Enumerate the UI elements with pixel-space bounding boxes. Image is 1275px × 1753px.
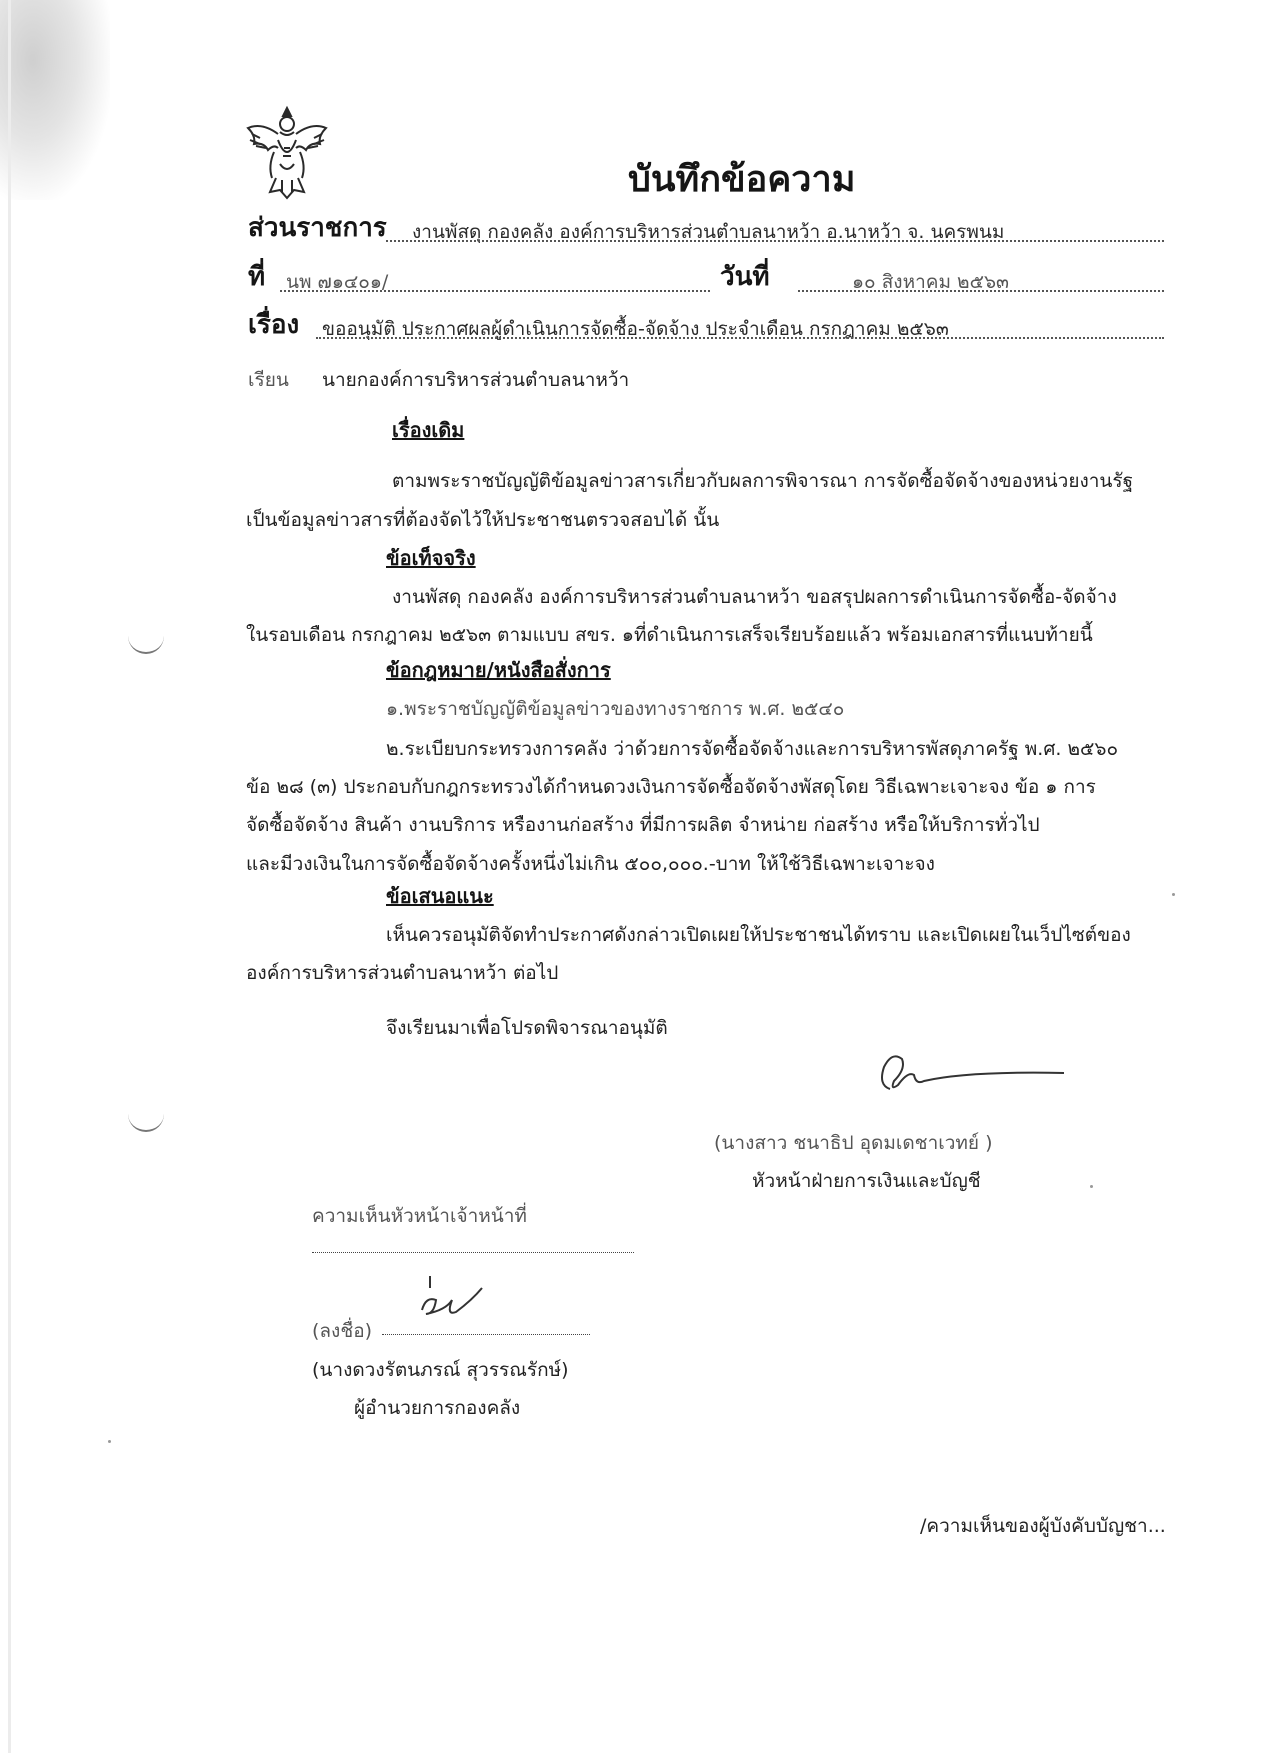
- garuda-emblem: [244, 104, 330, 200]
- agency-label: ส่วนราชการ: [248, 213, 387, 243]
- opinion-label: ความเห็นหัวหน้าเจ้าหน้าที่: [312, 1205, 527, 1227]
- law-line: ข้อ ๒๘ (๓) ประกอบกับกฎกระทรวงได้กำหนดวงเงินการจัดซื้อจัดจ้างพัสดุโดย วิธีเฉพาะเจาะจง ข้อ ๑ การ: [246, 776, 1096, 798]
- scan-speck: [1090, 1185, 1093, 1188]
- signature-image: [868, 1045, 1068, 1105]
- date-underline: [798, 290, 1164, 292]
- sign-line: [382, 1334, 590, 1335]
- sign-label: (ลงชื่อ): [312, 1320, 373, 1342]
- law-heading: ข้อกฎหมาย/หนังสือสั่งการ: [386, 658, 611, 682]
- subject-label: เรื่อง: [248, 310, 300, 340]
- punch-hole-mark: [128, 1110, 164, 1132]
- scan-edge: [8, 0, 11, 1753]
- facts-line: ในรอบเดือน กรกฎาคม ๒๕๖๓ ตามแบบ สขร. ๑ที่ดำเนินการเสร็จเรียบร้อยแล้ว พร้อมเอกสารที่แนบท้ายนี้: [246, 624, 1093, 646]
- subject-value: ขออนุมัติ ประกาศผลผู้ดำเนินการจัดซื้อ-จัดจ้าง ประจำเดือน กรกฎาคม ๒๕๖๓: [322, 318, 949, 340]
- continued-footer: /ความเห็นของผู้บังคับบัญชา...: [920, 1515, 1166, 1537]
- signatory-name: (นางสาว ชนาธิป อุดมเดชาเวทย์ ): [714, 1132, 993, 1154]
- proposal-heading: ข้อเสนอแนะ: [386, 884, 494, 908]
- salutation-label: เรียน: [248, 369, 289, 391]
- punch-hole-mark: [128, 632, 164, 654]
- proposal-line: องค์การบริหารส่วนตำบลนาหว้า ต่อไป: [246, 962, 559, 984]
- opinion-signer-name: (นางดวงรัตนภรณ์ สุวรรณรักษ์): [312, 1359, 569, 1381]
- agency-value: งานพัสดุ กองคลัง องค์การบริหารส่วนตำบลนาหว้า อ.นาหว้า จ. นครพนม: [412, 221, 1005, 243]
- law-line: ๑.พระราชบัญญัติข้อมูลข่าวของทางราชการ พ.ศ. ๒๕๔๐: [386, 698, 845, 720]
- subject-underline: [316, 337, 1164, 339]
- date-value: ๑๐ สิงหาคม ๒๕๖๓: [852, 271, 1009, 293]
- closing-line: จึงเรียนมาเพื่อโปรดพิจารณาอนุมัติ: [386, 1017, 668, 1039]
- opinion-blank-line: [312, 1252, 634, 1253]
- paper-stain: [0, 0, 110, 200]
- reference-number: นพ ๗๑๔๐๑/: [286, 271, 389, 293]
- date-label: วันที่: [720, 262, 770, 292]
- law-line: และมีวงเงินในการจัดซื้อจัดจ้างครั้งหนึ่งไม่เกิน ๕๐๐,๐๐๐.-บาท ให้ใช้วิธีเฉพาะเจาะจง: [246, 853, 935, 875]
- reference-underline: [280, 290, 710, 292]
- signature-image: [416, 1270, 496, 1330]
- opinion-signer-position: ผู้อำนวยการกองคลัง: [354, 1397, 521, 1419]
- scan-speck: [108, 1440, 111, 1443]
- proposal-line: เห็นควรอนุมัติจัดทำประกาศดังกล่าวเปิดเผยให้ประชาชนได้ทราบ และเปิดเผยในเว็ปไซต์ของ: [386, 924, 1131, 946]
- law-line: ๒.ระเบียบกระทรวงการคลัง ว่าด้วยการจัดซื้อจัดจ้างและการบริหารพัสดุภาครัฐ พ.ศ. ๒๕๖๐: [386, 738, 1119, 760]
- background-line: เป็นข้อมูลข่าวสารที่ต้องจัดไว้ให้ประชาชนตรวจสอบได้ นั้น: [246, 509, 720, 531]
- document-title: บันทึกข้อความ: [628, 159, 856, 200]
- background-line: ตามพระราชบัญญัติข้อมูลข่าวสารเกี่ยวกับผลการพิจารณา การจัดซื้อจัดจ้างของหน่วยงานรัฐ: [392, 470, 1134, 492]
- agency-underline: [386, 240, 1164, 242]
- facts-heading: ข้อเท็จจริง: [386, 546, 476, 570]
- salutation-value: นายกองค์การบริหารส่วนตำบลนาหว้า: [322, 369, 630, 391]
- signatory-position: หัวหน้าฝ่ายการเงินและบัญชี: [752, 1170, 981, 1192]
- facts-line: งานพัสดุ กองคลัง องค์การบริหารส่วนตำบลนาหว้า ขอสรุปผลการดำเนินการจัดซื้อ-จัดจ้าง: [392, 586, 1117, 608]
- background-heading: เรื่องเดิม: [392, 418, 465, 442]
- reference-label: ที่: [248, 262, 266, 292]
- scan-speck: [1172, 893, 1175, 896]
- law-line: จัดซื้อจัดจ้าง สินค้า งานบริการ หรืองานก่อสร้าง ที่มีการผลิต จำหน่าย ก่อสร้าง หรือให้บริการทั่วไป: [246, 814, 1040, 836]
